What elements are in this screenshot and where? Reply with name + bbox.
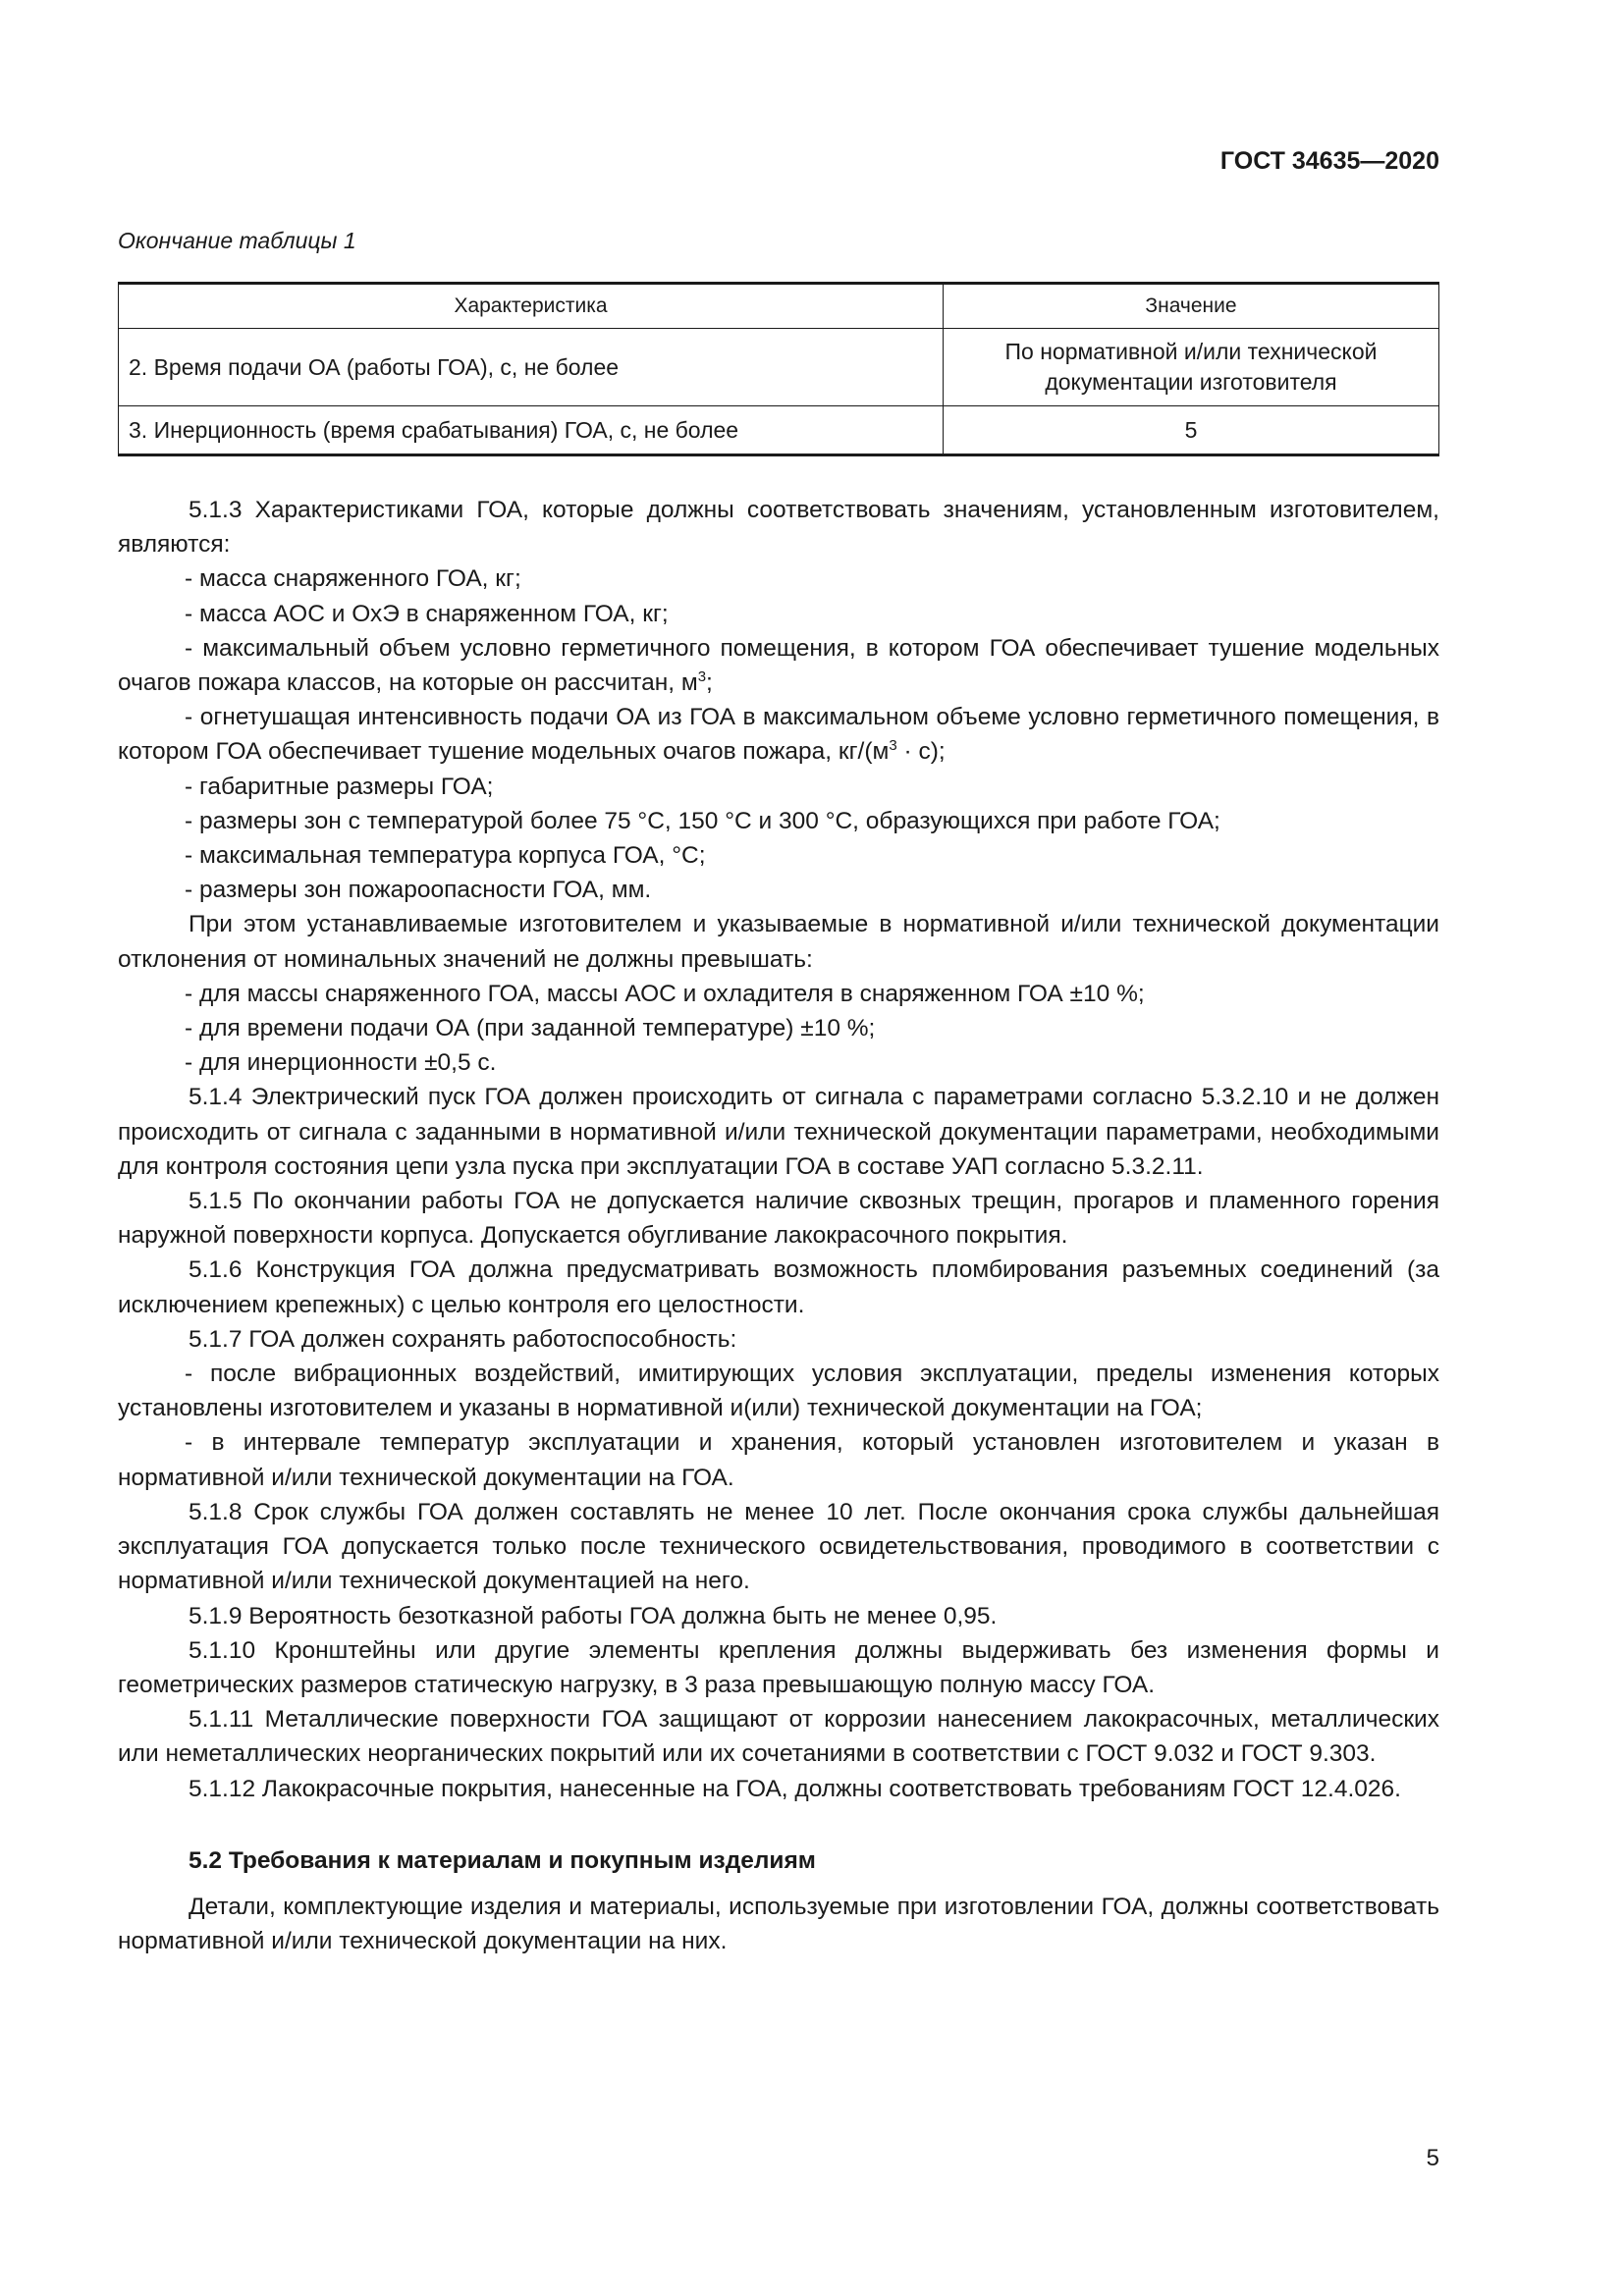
paragraph-5-1-12: 5.1.12 Лакокрасочные покрытия, нанесенные на ГОА, должны соответствовать требованиям ГОСТ 12.4.026.	[189, 1775, 1401, 1802]
list-item: - в интервале температур эксплуатации и хранения, который установлен изготовителем и указан в нормативной и/или технической документации на ГОА.	[118, 1429, 1439, 1491]
superscript: 3	[697, 667, 707, 685]
table-cell: 3. Инерционность (время срабатывания) ГОА, с, не более	[119, 406, 944, 455]
list-item-text: - огнетушащая интенсивность подачи ОА из ГОА в максимальном объеме условно герметичного помещения, в котором ГОА обеспечивает тушение модельных очагов пожара, кг/(м	[118, 704, 1439, 766]
table-cell-line: По нормативной и/или технической	[1004, 339, 1378, 364]
paragraph-deviations: При этом устанавливаемые изготовителем и указываемые в нормативной и/или технической документации отклонения от номинальных значений не должны превышать:	[118, 911, 1439, 973]
list-item: - масса АОС и ОхЭ в снаряженном ГОА, кг;	[185, 600, 669, 627]
table-cell-line: документации изготовителя	[1045, 369, 1337, 395]
list-item	[118, 631, 1439, 700]
table-header-row	[119, 284, 1439, 329]
paragraph-5-1-10: 5.1.10 Кронштейны или другие элементы крепления должны выдерживать без изменения формы и геометрических размеров статическую нагрузку, в 3 раза превышающую полную массу ГОА.	[118, 1636, 1439, 1698]
list-item: - для инерционности ±0,5 с.	[185, 1049, 497, 1077]
list-item: - для массы снаряженного ГОА, массы АОС и охладителя в снаряженном ГОА ±10 %;	[185, 980, 1145, 1007]
paragraph-5-1-3: 5.1.3 Характеристиками ГОА, которые должны соответствовать значениям, установленным изготовителем, являются:	[118, 497, 1439, 559]
document-body	[118, 493, 1439, 1958]
table-caption: Окончание таблицы 1	[118, 228, 356, 253]
table-row	[119, 406, 1439, 455]
table-cell	[944, 329, 1439, 406]
list-item: - после вибрационных воздействий, имитирующих условия эксплуатации, пределы изменения которых установлены изготовителем и указаны в нормативной и(или) технической документации на ГОА;	[118, 1361, 1439, 1422]
list-item: - габаритные размеры ГОА;	[185, 773, 494, 800]
table-header-characteristic: Характеристика	[119, 284, 944, 329]
paragraph-5-1-9: 5.1.9 Вероятность безотказной работы ГОА должна быть не менее 0,95.	[189, 1602, 998, 1629]
list-item-text-end: · с);	[896, 738, 946, 766]
table-header-value: Значение	[944, 284, 1439, 329]
section-heading-5-2: 5.2 Требования к материалам и покупным изделиям	[189, 1846, 816, 1874]
table-cell: 5	[944, 406, 1439, 455]
list-item-text: - максимальный объем условно герметичного помещения, в котором ГОА обеспечивает тушение модельных очагов пожара классов, на которые он рассчитан, м	[118, 634, 1439, 697]
paragraph-5-1-5: 5.1.5 По окончании работы ГОА не допускается наличие сквозных трещин, прогаров и пламенного горения наружной поверхности корпуса. Допускается обугливание лакокрасочного покрытия.	[118, 1188, 1439, 1250]
characteristics-table	[118, 282, 1439, 456]
page-number: 5	[1426, 2145, 1439, 2171]
table-row	[119, 329, 1439, 406]
list-item: - размеры зон с температурой более 75 °С, 150 °С и 300 °С, образующихся при работе ГОА;	[185, 807, 1220, 834]
list-item: - масса снаряженного ГОА, кг;	[185, 565, 521, 593]
list-item	[118, 700, 1439, 769]
paragraph-5-1-8: 5.1.8 Срок службы ГОА должен составлять не менее 10 лет. После окончания срока службы дальнейшая эксплуатация ГОА допускается только после технического освидетельствования, проводимого в соответствии с нормативной и/или технической документацией на него.	[118, 1498, 1439, 1595]
paragraph-5-1-11: 5.1.11 Металлические поверхности ГОА защищают от коррозии нанесением лакокрасочных, металлических или неметаллических неорганических покрытий или их сочетаниями в соответствии с ГОСТ 9.032 и ГОСТ 9.303.	[118, 1706, 1439, 1768]
paragraph-5-1-4: 5.1.4 Электрический пуск ГОА должен происходить от сигнала с параметрами согласно 5.3.2.10 и не должен происходить от сигнала с заданными в нормативной и/или технической документации параметрами, необходимыми для контроля состояния цепи узла пуска при эксплуатации ГОА в составе УАП согласно 5.3.2.11.	[118, 1084, 1439, 1180]
paragraph-5-2: Детали, комплектующие изделия и материалы, используемые при изготовлении ГОА, должны соответствовать нормативной и/или технической документации на них.	[118, 1893, 1439, 1955]
superscript: 3	[889, 737, 897, 755]
list-item: - для времени подачи ОА (при заданной температуре) ±10 %;	[185, 1015, 876, 1042]
list-item: - максимальная температура корпуса ГОА, °С;	[185, 842, 706, 870]
paragraph-5-1-6: 5.1.6 Конструкция ГОА должна предусматривать возможность пломбирования разъемных соединений (за исключением крепежных) с целью контроля его целостности.	[118, 1256, 1439, 1318]
table-cell: 2. Время подачи ОА (работы ГОА), с, не более	[119, 329, 944, 406]
document-id: ГОСТ 34635—2020	[1219, 147, 1439, 175]
list-item-text-end: ;	[706, 669, 713, 697]
paragraph-5-1-7: 5.1.7 ГОА должен сохранять работоспособность:	[189, 1325, 737, 1353]
list-item: - размеры зон пожароопасности ГОА, мм.	[185, 877, 652, 904]
